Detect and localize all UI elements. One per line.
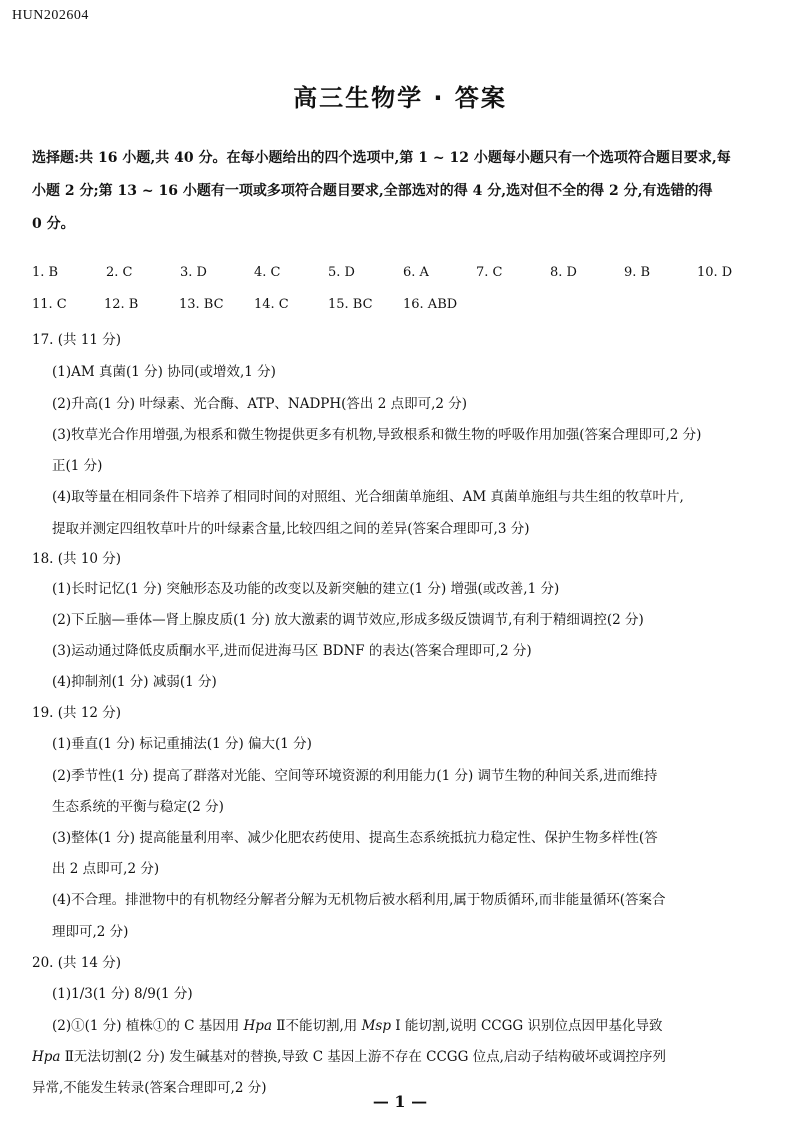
instructions-line: 小题 2 分;第 13 ~ 16 小题有一项或多项符合题目要求,全部选对的得 4 分,选对但不全的得 2 分,有选错的得 [32,183,713,199]
answer-line: 异常,不能发生转录(答案合理即可,2 分) [32,1080,267,1096]
question-heading: 19. (共 12 分) [32,705,122,721]
answer-line: (4)不合理。排泄物中的有机物经分解者分解为无机物后被水稻利用,属于物质循环,而非能量循环(答案合 [52,892,666,908]
answer-line: (1)AM 真菌(1 分) 协同(或增效,1 分) [52,364,276,380]
answer-item: 10. D [697,265,733,280]
question-heading: 17. (共 11 分) [32,332,122,348]
answer-line: (1)1/3(1 分) 8/9(1 分) [52,986,193,1002]
answer-item: 12. B [104,297,139,312]
answer-item: 15. BC [328,297,373,312]
question-heading: 18. (共 10 分) [32,551,122,567]
answer-line: (3)运动通过降低皮质酮水平,进而促进海马区 BDNF 的表达(答案合理即可,2 分) [52,643,532,659]
answer-item: 9. B [624,265,651,280]
answer-line: 正(1 分) [52,458,103,474]
enzyme-name: Msp [361,1018,391,1034]
answer-line: 出 2 点即可,2 分) [52,861,160,877]
answer-item: 13. BC [179,297,224,312]
answer-line: (2)下丘脑—垂体—肾上腺皮质(1 分) 放大激素的调节效应,形成多级反馈调节,有利于精细调控(2 分) [52,612,644,628]
answer-line: 生态系统的平衡与稳定(2 分) [52,799,224,815]
answer-line: (2)季节性(1 分) 提高了群落对光能、空间等环境资源的利用能力(1 分) 调节生物的种间关系,进而维持 [52,768,658,784]
answer-item: 3. D [180,265,207,280]
answer-line: (1)垂直(1 分) 标记重捕法(1 分) 偏大(1 分) [52,736,312,752]
answer-item: 8. D [550,265,577,280]
enzyme-name: Hpa [32,1049,61,1065]
answer-line: (1)长时记忆(1 分) 突触形态及功能的改变以及新突触的建立(1 分) 增强(或改善,1 分) [52,581,560,597]
answer-line: (2)升高(1 分) 叶绿素、光合酶、ATP、NADPH(答出 2 点即可,2 分) [52,396,468,412]
answer-line [32,1045,666,1065]
answer-item: 7. C [476,265,503,280]
answer-line: (3)牧草光合作用增强,为根系和微生物提供更多有机物,导致根系和微生物的呼吸作用加强(答案合理即可,2 分) [52,427,702,443]
exam-code: HUN202604 [12,8,89,23]
answer-line: 理即可,2 分) [52,924,129,940]
question-heading: 20. (共 14 分) [32,955,122,971]
enzyme-name: Hpa [243,1018,272,1034]
answer-text: Ⅱ不能切割,用 [272,1018,362,1034]
answer-line [52,1014,663,1034]
answer-item: 1. B [32,265,59,280]
instructions-line: 选择题:共 16 小题,共 40 分。在每小题给出的四个选项中,第 1 ~ 12 小题每小题只有一个选项符合题目要求,每 [32,150,731,166]
answer-item: 2. C [106,265,133,280]
answer-item: 14. C [254,297,289,312]
answer-text: Ⅰ 能切割,说明 CCGG 识别位点因甲基化导致 [390,1018,663,1034]
instructions-line: 0 分。 [32,216,75,232]
answer-item: 5. D [328,265,355,280]
page-number: — 1 — [372,1092,428,1111]
multiple-choice-instructions [32,142,772,241]
answer-line: 提取并测定四组牧草叶片的叶绿素含量,比较四组之间的差异(答案合理即可,3 分) [52,521,530,537]
answer-text: Ⅱ无法切割(2 分) 发生碱基对的替换,导致 C 基因上游不存在 CCGG 位点,启动子结构破坏或调控序列 [60,1049,666,1065]
answer-item: 11. C [32,297,67,312]
page-title: 高三生物学 · 答案 [293,84,507,112]
answer-line: (4)抑制剂(1 分) 减弱(1 分) [52,674,217,690]
answer-item: 4. C [254,265,281,280]
answer-line: (3)整体(1 分) 提高能量利用率、减少化肥农药使用、提高生态系统抵抗力稳定性、保护生物多样性(答 [52,830,658,846]
answer-item: 16. ABD [403,297,458,312]
answer-line: (4)取等量在相同条件下培养了相同时间的对照组、光合细菌单施组、AM 真菌单施组与共生组的牧草叶片, [52,489,684,505]
answer-item: 6. A [403,265,429,280]
answer-text: (2)①(1 分) 植株①的 C 基因用 [52,1018,244,1034]
